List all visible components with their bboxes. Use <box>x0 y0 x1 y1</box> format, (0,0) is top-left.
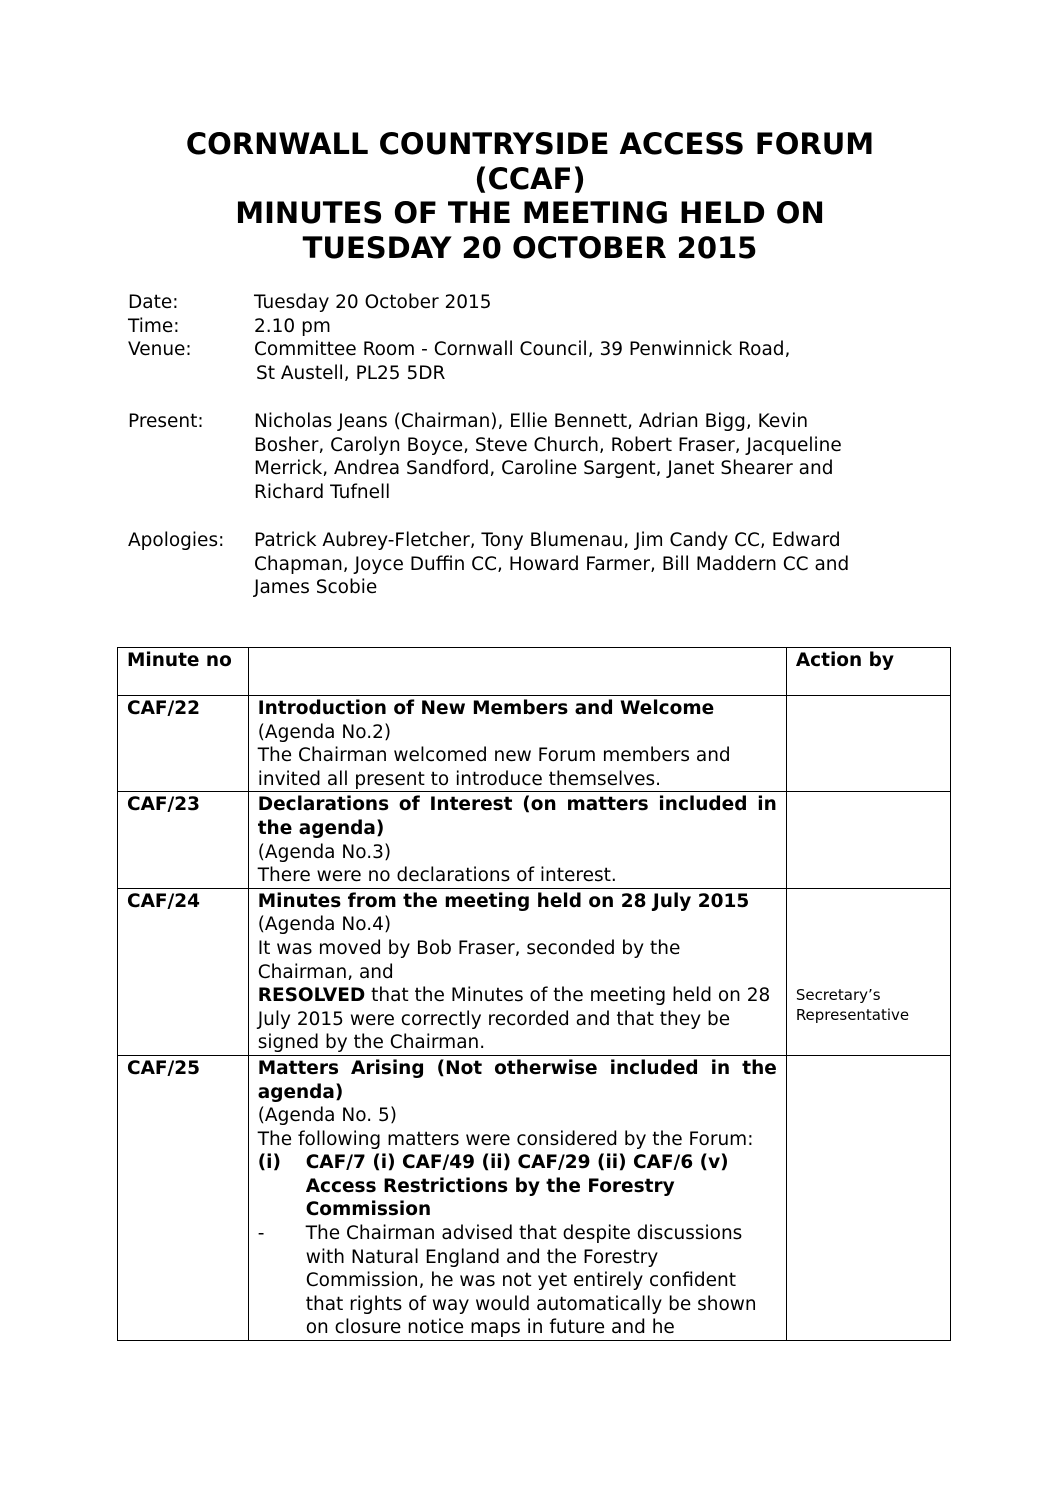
action-by-value: Secretary’s Representative <box>795 985 910 1024</box>
table-header-row <box>118 648 951 696</box>
venue-value <box>254 338 874 385</box>
resolution <box>258 984 777 1055</box>
apologies-section <box>128 529 874 600</box>
agenda-ref: (Agenda No.4) <box>257 914 392 936</box>
header-middle <box>248 648 786 696</box>
title-line-1: CORNWALL COUNTRYSIDE ACCESS FORUM <box>185 127 875 161</box>
sub-item-marker: (i) <box>257 1152 281 1174</box>
minute-text: The Chairman welcomed new Forum members and invited all present to introduce themselves. <box>257 745 731 790</box>
bullet-text: The Chairman advised that despite discussions with Natural England and the Forestry Commission, he was not yet entirely confident that rights of way would automatically be shown on closure notice maps in future and he <box>305 1223 757 1339</box>
minute-content <box>248 1055 786 1340</box>
venue-line-2: St Austell, PL25 5DR <box>256 362 446 384</box>
action-by-cell <box>786 792 950 888</box>
table-row <box>118 696 951 792</box>
time-value: 2.10 pm <box>254 315 331 337</box>
minute-content <box>248 696 786 792</box>
action-by-cell <box>786 1055 950 1340</box>
minute-text: The following matters were considered by the Forum: <box>257 1128 754 1150</box>
minute-number: CAF/23 <box>118 792 249 888</box>
bullet-item <box>258 1222 777 1340</box>
title-line-4: TUESDAY 20 OCTOBER 2015 <box>302 230 758 265</box>
minute-heading: Declarations of Interest (on matters included in the agenda) <box>257 794 777 839</box>
resolved-label: RESOLVED <box>257 985 366 1007</box>
meeting-details <box>128 291 874 385</box>
action-by-cell <box>786 888 950 1055</box>
minute-heading: Minutes from the meeting held on 28 July 2015 <box>257 890 750 912</box>
minute-text: It was moved by Bob Fraser, seconded by the Chairman, and <box>257 937 681 983</box>
venue-label: Venue: <box>128 339 192 361</box>
minute-content <box>248 888 786 1055</box>
present-section <box>128 410 874 504</box>
resolved-text: that the Minutes of the meeting held on 28 July 2015 were correctly recorded and that they be signed by the Chairman. <box>257 985 771 1054</box>
date-value: Tuesday 20 October 2015 <box>254 292 492 313</box>
venue-line-1: Committee Room - Cornwall Council, 39 Penwinnick Road, <box>254 339 791 361</box>
date-label: Date: <box>128 292 179 313</box>
title-line-3: MINUTES OF THE MEETING HELD ON <box>235 196 825 231</box>
time-label: Time: <box>128 315 180 337</box>
minute-text: There were no declarations of interest. <box>257 865 617 887</box>
sub-item <box>258 1151 777 1222</box>
table-row <box>118 792 951 888</box>
action-by-cell <box>786 696 950 792</box>
agenda-ref: (Agenda No. 5) <box>257 1105 397 1127</box>
minute-heading: Matters Arising (Not otherwise included in the agenda) <box>257 1057 777 1103</box>
minute-content <box>248 792 786 888</box>
minute-heading: Introduction of New Members and Welcome <box>257 698 715 719</box>
sub-item-heading: CAF/7 (i) CAF/49 (ii) CAF/29 (ii) CAF/6 (v) Access Restrictions by the Forestry Commission <box>305 1152 729 1221</box>
present-label: Present: <box>128 411 204 432</box>
document-title <box>0 127 1058 265</box>
minute-number: CAF/22 <box>118 696 249 792</box>
apologies-list: Patrick Aubrey-Fletcher, Tony Blumenau, Jim Candy CC, Edward Chapman, Joyce Duffin CC, Howard Farmer, Bill Maddern CC and James Scobie <box>254 530 850 599</box>
title-line-2: (CCAF) <box>474 161 586 196</box>
bullet-marker: - <box>257 1223 265 1245</box>
header-action-by: Action by <box>786 648 950 696</box>
table-row <box>118 1055 951 1340</box>
present-list: Nicholas Jeans (Chairman), Ellie Bennett, Adrian Bigg, Kevin Bosher, Carolyn Boyce, Steve Church, Robert Fraser, Jacqueline Merrick, Andrea Sandford, Caroline Sargent, Janet Shearer and Richard Tufnell <box>254 411 842 503</box>
agenda-ref: (Agenda No.3) <box>257 841 392 863</box>
minute-number: CAF/25 <box>118 1055 249 1340</box>
apologies-label: Apologies: <box>128 530 225 551</box>
minutes-table <box>117 647 951 1341</box>
table-row <box>118 888 951 1055</box>
minute-number: CAF/24 <box>118 888 249 1055</box>
header-minute-no: Minute no <box>118 648 249 696</box>
agenda-ref: (Agenda No.2) <box>257 721 392 743</box>
